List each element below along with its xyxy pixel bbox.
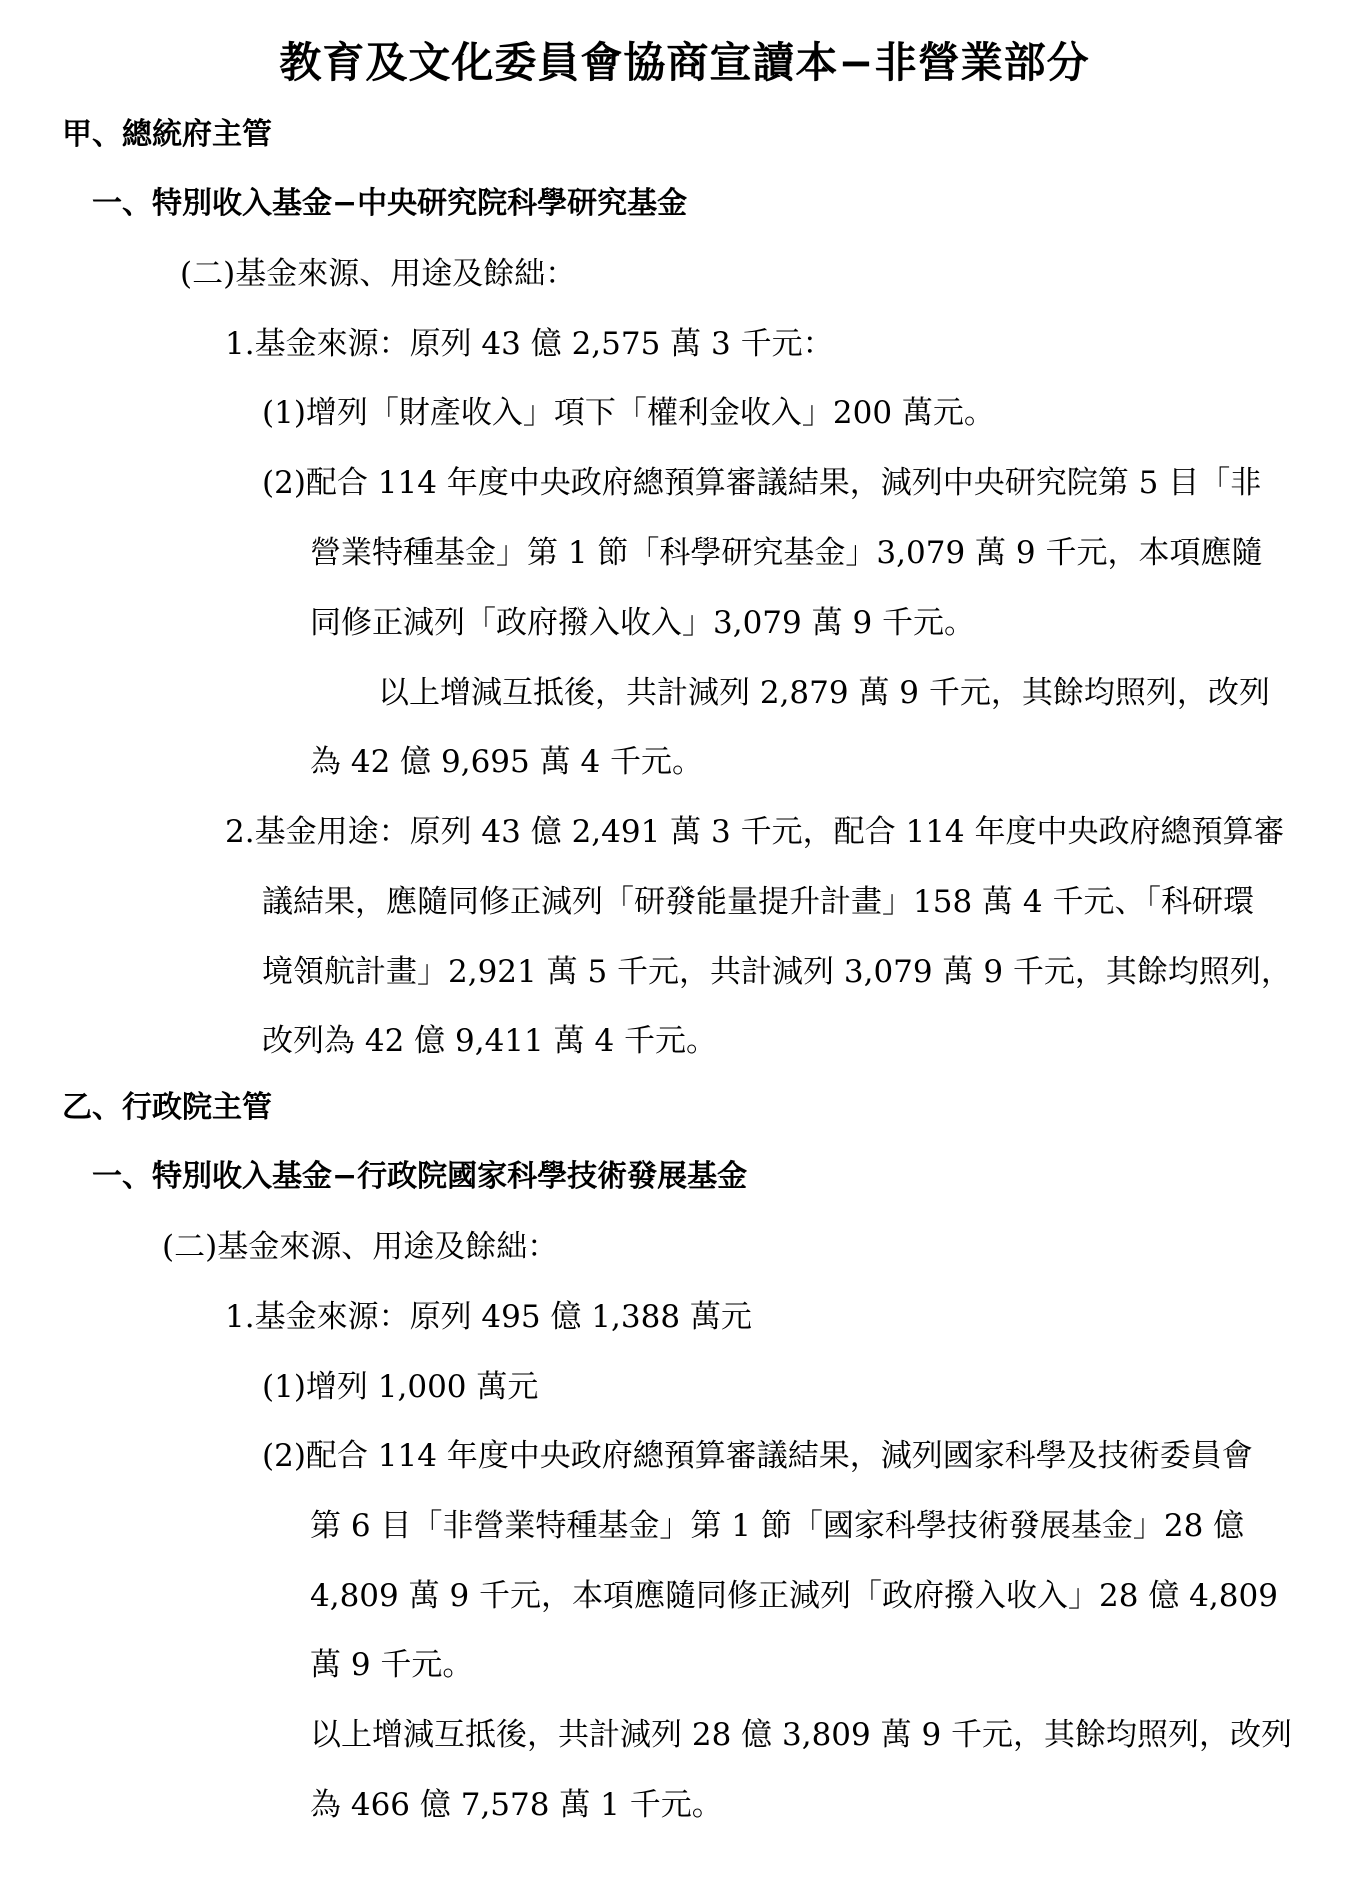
section-a-source-item2-line1: (2)配合 114 年度中央政府總預算審議結果，減列中央研究院第 5 目「非 [262, 465, 1262, 501]
section-a-use-line3: 境領航計畫」2,921 萬 5 千元，共計減列 3,079 萬 9 千元，其餘均照列， [262, 954, 1292, 990]
section-a-part2-heading: (二)基金來源、用途及餘絀： [180, 256, 577, 292]
section-b-source-heading: 1.基金來源：原列 495 億 1,388 萬元 [225, 1299, 752, 1335]
section-b-source-item2-line1: (2)配合 114 年度中央政府總預算審議結果，減列國家科學及技術委員會 [262, 1438, 1253, 1474]
section-a-source-item2-line2: 營業特種基金」第 1 節「科學研究基金」3,079 萬 9 千元，本項應隨 [310, 535, 1263, 571]
section-a-source-item2-line3: 同修正減列「政府撥入收入」3,079 萬 9 千元。 [310, 605, 976, 641]
section-b-part2-heading: (二)基金來源、用途及餘絀： [162, 1229, 559, 1265]
section-a-use-line2: 議結果，應隨同修正減列「研發能量提升計畫」158 萬 4 千元、「科研環 [262, 884, 1254, 920]
section-b-subheading: 一、特別收入基金−行政院國家科學技術發展基金 [92, 1159, 748, 1194]
section-a-subheading: 一、特別收入基金−中央研究院科學研究基金 [92, 186, 688, 221]
section-b-source-summary-line2: 為 466 億 7,578 萬 1 千元。 [310, 1787, 723, 1823]
section-a-use-line1: 2.基金用途：原列 43 億 2,491 萬 3 千元，配合 114 年度中央政府總預算審 [225, 814, 1285, 850]
section-b-heading: 乙、行政院主管 [62, 1090, 272, 1125]
section-a-use-line4: 改列為 42 億 9,411 萬 4 千元。 [262, 1023, 718, 1059]
section-a-source-heading: 1.基金來源：原列 43 億 2,575 萬 3 千元： [225, 326, 834, 362]
page-title: 教育及文化委員會協商宣讀本−非營業部分 [279, 38, 1090, 87]
section-a-source-summary-line1: 以上增減互抵後，共計減列 2,879 萬 9 千元，其餘均照列，改列 [378, 675, 1270, 711]
section-b-source-item1: (1)增列 1,000 萬元 [262, 1369, 539, 1405]
section-a-heading: 甲、總統府主管 [62, 117, 272, 152]
section-b-source-summary-line1: 以上增減互抵後，共計減列 28 億 3,809 萬 9 千元，其餘均照列，改列 [310, 1717, 1293, 1753]
section-a-source-item1: (1)增列「財產收入」項下「權利金收入」200 萬元。 [262, 395, 995, 431]
section-b-source-item2-line2: 第 6 目「非營業特種基金」第 1 節「國家科學技術發展基金」28 億 [310, 1508, 1245, 1544]
section-b-source-item2-line3: 4,809 萬 9 千元，本項應隨同修正減列「政府撥入收入」28 億 4,809 [310, 1578, 1278, 1614]
section-a-source-summary-line2: 為 42 億 9,695 萬 4 千元。 [310, 744, 704, 780]
section-b-source-item2-line4: 萬 9 千元。 [310, 1647, 474, 1683]
